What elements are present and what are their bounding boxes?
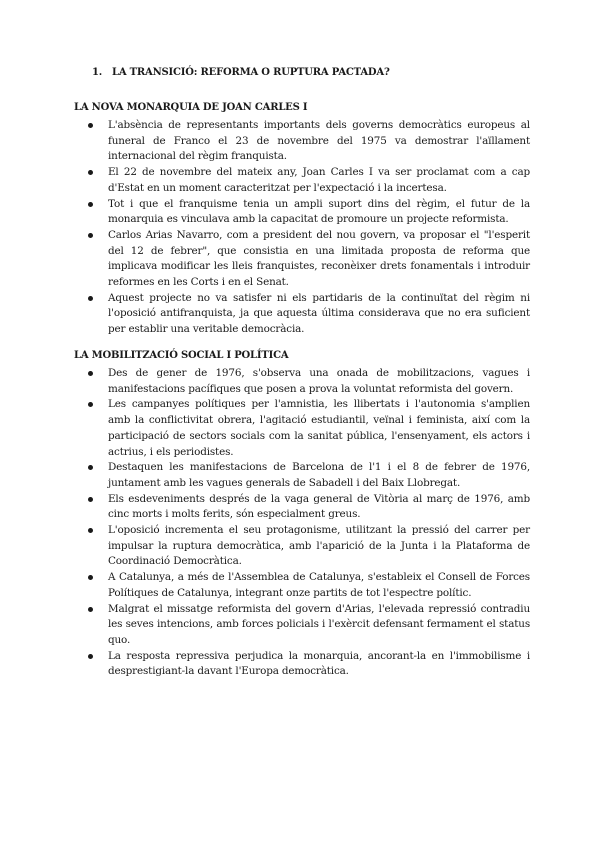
list-item — [74, 602, 530, 649]
list-item — [74, 523, 530, 570]
bullet-list — [74, 118, 530, 338]
list-item-text: El 22 de novembre del mateix any, Joan Carles I va ser proclamat com a cap d'Estat en un moment caracteritzat per l'expectació i la incertesa. — [108, 166, 530, 194]
list-item — [74, 228, 530, 291]
bullet-icon — [88, 296, 93, 301]
list-item — [74, 649, 530, 680]
list-item — [74, 118, 530, 165]
list-item-text: La resposta repressiva perjudica la monarquia, ancorant-la en l'immobilisme i desprestigiant-la davant l'Europa democràtica. — [108, 649, 530, 678]
bullet-icon — [88, 233, 93, 238]
list-item-text: Malgrat el missatge reformista del govern d'Arias, l'elevada repressió contradiu les seves intencions, amb forces policials i l'exèrcit defensant fermament el status quo. — [108, 602, 530, 646]
list-item — [74, 460, 530, 491]
list-item — [74, 366, 530, 397]
list-item — [74, 492, 530, 523]
bullet-icon — [88, 202, 93, 207]
list-item — [74, 291, 530, 338]
bullet-list — [74, 366, 530, 680]
list-item-text: Destaquen les manifestacions de Barcelona de l'1 i el 8 de febrer de 1976, juntament amb les vagues generals de Sabadell i del Baix Llobregat. — [108, 461, 530, 489]
bullet-icon — [88, 575, 93, 580]
list-item-text: Tot i que el franquisme tenia un ampli suport dins del règim, el futur de la monarquia es vinculava amb la capacitat de promoure un projecte reformista. — [108, 197, 530, 226]
list-item — [74, 165, 530, 196]
section-mobilitzacio — [74, 349, 530, 680]
bullet-icon — [88, 371, 93, 376]
list-item-text: L'absència de representants importants dels governs democràtics europeus al funeral de Franco el 23 de novembre del 1975 va demostrar l'aïllament internacional del règim franquista. — [108, 119, 530, 163]
section-heading: LA MOBILITZACIÓ SOCIAL I POLÍTICA — [74, 350, 289, 361]
list-item-text: Carlos Arias Navarro, com a president del nou govern, va proposar el "l'esperit del 12 de febrer", que consistia en una limitada proposta de reforma que implicava modificar les lleis franquistes, reconèixer drets fonamentals i introduir reformes en les Corts i en el Senat. — [108, 228, 530, 289]
list-item-text: A Catalunya, a més de l'Assemblea de Catalunya, s'estableix el Consell de Forces Polítiques de Catalunya, integrant onze partits de tot l'espectre polític. — [108, 571, 530, 599]
bullet-icon — [88, 123, 93, 128]
title-text: LA TRANSICIÓ: REFORMA O RUPTURA PACTADA? — [112, 67, 390, 78]
bullet-icon — [88, 402, 93, 407]
list-item — [74, 570, 530, 601]
section-heading: LA NOVA MONARQUIA DE JOAN CARLES I — [74, 102, 308, 113]
bullet-icon — [88, 607, 93, 612]
list-item-text: Les campanyes polítiques per l'amnistia, les llibertats i l'autonomia s'amplien amb la conflictivitat obrera, l'agitació estudiantil, veïnal i feminista, així com la participació de sectors socials com la sanitat pública, l'ensenyament, els actors i actrius, i els periodistes. — [108, 398, 530, 458]
title-number: 1. — [92, 67, 103, 78]
bullet-icon — [88, 170, 93, 175]
list-item-text: Aquest projecte no va satisfer ni els partidaris de la continuïtat del règim ni l'oposició antifranquista, ja que aquesta última considerava que no era suficient per establir una veritable democràcia. — [108, 291, 530, 336]
bullet-icon — [88, 497, 93, 502]
list-item-text: Els esdeveniments després de la vaga general de Vitòria al març de 1976, amb cinc morts i molts ferits, són especialment greus. — [108, 492, 530, 521]
bullet-icon — [88, 528, 93, 533]
bullet-icon — [88, 465, 93, 470]
list-item — [74, 197, 530, 228]
bullet-icon — [88, 654, 93, 659]
list-item-text: L'oposició incrementa el seu protagonisme, utilitzant la pressió del carrer per impulsar la ruptura democràtica, amb l'aparició de la Junta i la Plataforma de Coordinació Democràtica. — [108, 524, 530, 568]
list-item-text: Des de gener de 1976, s'observa una onada de mobilitzacions, vagues i manifestacions pacífiques que posen a prova la voluntat reformista del govern. — [108, 367, 530, 395]
document-title — [92, 67, 390, 78]
list-item — [74, 397, 530, 460]
section-nova-monarquia — [74, 101, 530, 338]
